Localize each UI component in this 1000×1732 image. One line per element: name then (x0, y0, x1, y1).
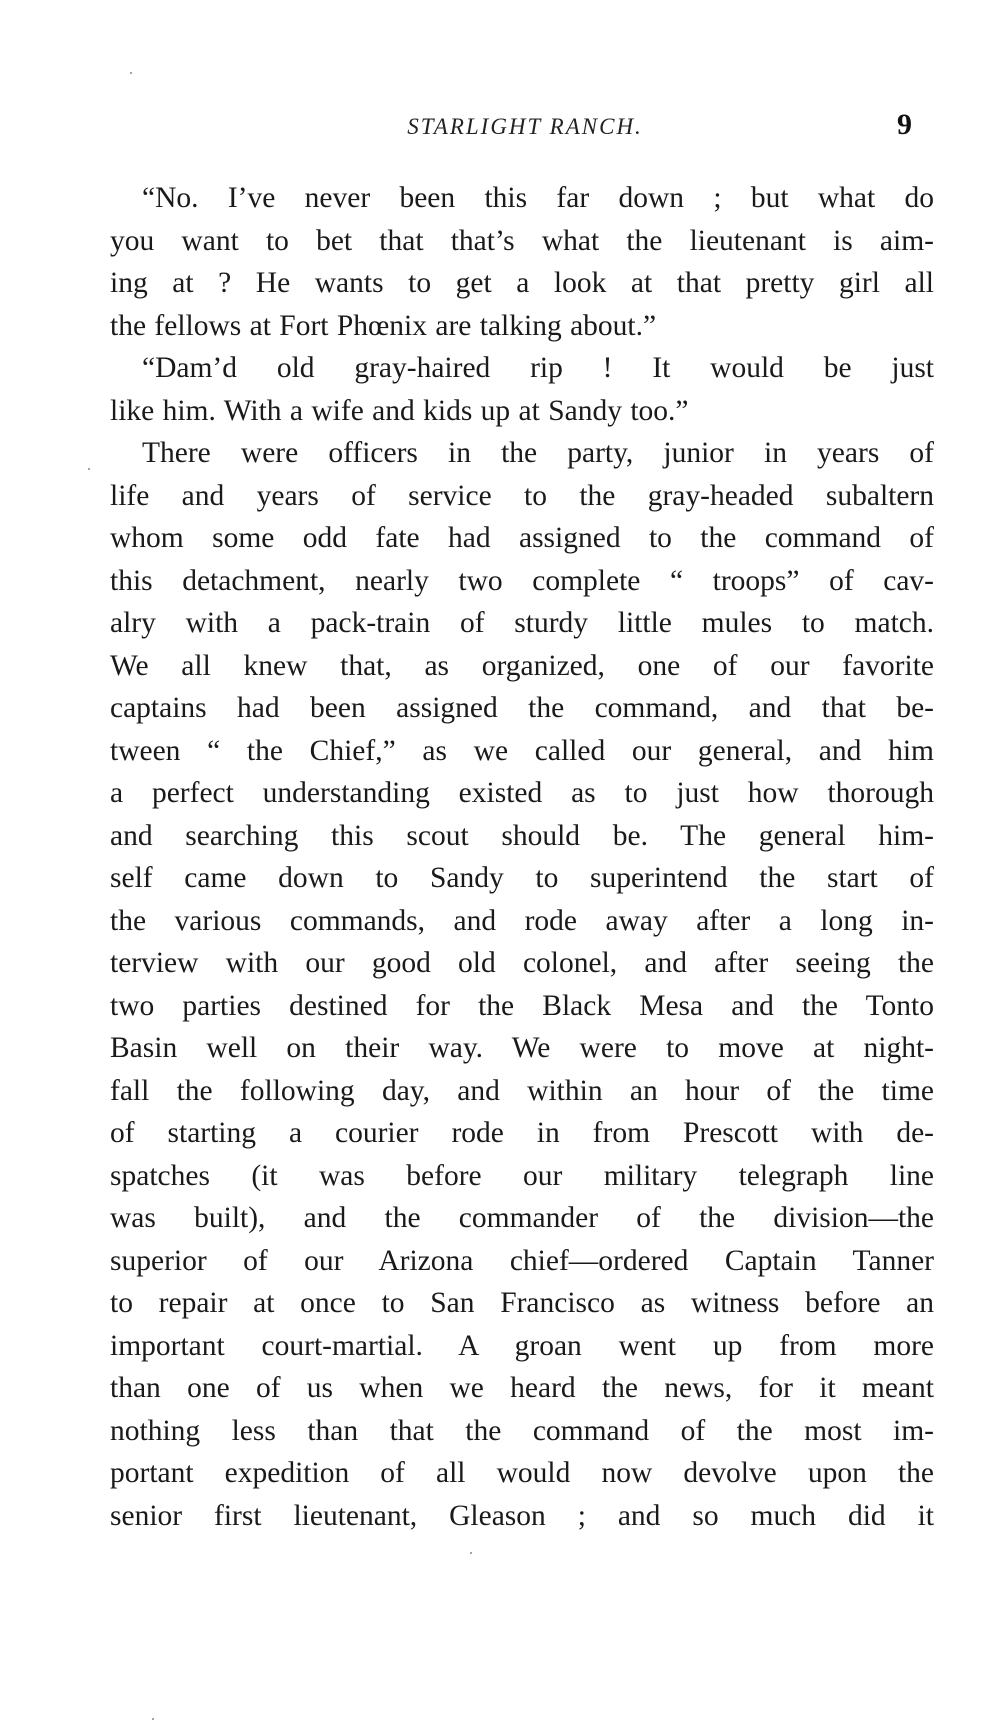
paper-speck (130, 72, 132, 74)
text-line: self came down to Sandy to superintend the start of (110, 862, 934, 894)
text-line: important court-martial. A groan went up from more (110, 1329, 934, 1362)
text-line: whom some odd fate had assigned to the command of (110, 522, 934, 554)
text-line: “Dam’d old gray-haired rip ! It would be just (142, 352, 934, 384)
text-line: to repair at once to San Francisco as witness before an (110, 1287, 934, 1319)
text-line: life and years of service to the gray-headed subaltern (110, 479, 934, 512)
text-line: terview with our good old colonel, and after seeing the (110, 947, 934, 979)
text-line: nothing less than that the command of the most im- (110, 1414, 934, 1447)
text-line: like him. With a wife and kids up at Sandy too.” (110, 394, 689, 427)
text-line: you want to bet that that’s what the lieutenant is aim- (110, 224, 934, 257)
text-line: Basin well on their way. We were to move at night- (110, 1032, 934, 1064)
body-text (110, 177, 934, 1537)
text-line: of starting a courier rode in from Prescott with de- (110, 1117, 934, 1149)
text-line: portant expedition of all would now devolve upon the (110, 1457, 934, 1489)
text-line: spatches (it was before our military telegraph line (110, 1159, 934, 1192)
text-line: and searching this scout should be. The general him- (110, 819, 934, 852)
running-title: STARLIGHT RANCH. (407, 114, 643, 139)
text-line: fall the following day, and within an hour of the time (110, 1074, 934, 1107)
text-line: There were officers in the party, junior in years of (142, 437, 934, 469)
paper-speck (470, 1552, 472, 1554)
text-line: superior of our Arizona chief—ordered Captain Tanner (110, 1244, 934, 1277)
text-line: tween “ the Chief,” as we called our general, and him (110, 734, 934, 767)
page-number: 9 (897, 108, 912, 141)
text-line: senior first lieutenant, Gleason ; and so much did it (110, 1499, 934, 1532)
text-line: a perfect understanding existed as to just how thorough (110, 777, 934, 809)
text-line: captains had been assigned the command, and that be- (110, 692, 934, 724)
text-line: this detachment, nearly two complete “ troops” of cav- (110, 564, 934, 597)
paper-speck (152, 1718, 154, 1720)
text-line: ing at ? He wants to get a look at that pretty girl all (110, 267, 934, 299)
text-line: We all knew that, as organized, one of our favorite (110, 649, 934, 682)
paper-speck (88, 468, 90, 470)
text-line: the fellows at Fort Phœnix are talking about.” (110, 309, 657, 342)
text-line: “No. I’ve never been this far down ; but what do (142, 182, 934, 214)
text-line: two parties destined for the Black Mesa and the Tonto (110, 989, 934, 1022)
text-line: alry with a pack-train of sturdy little mules to match. (110, 607, 934, 639)
text-line: was built), and the commander of the division—the (110, 1202, 934, 1234)
text-line: the various commands, and rode away after a long in- (110, 904, 934, 937)
text-line: than one of us when we heard the news, for it meant (110, 1372, 934, 1404)
running-head (110, 108, 940, 148)
